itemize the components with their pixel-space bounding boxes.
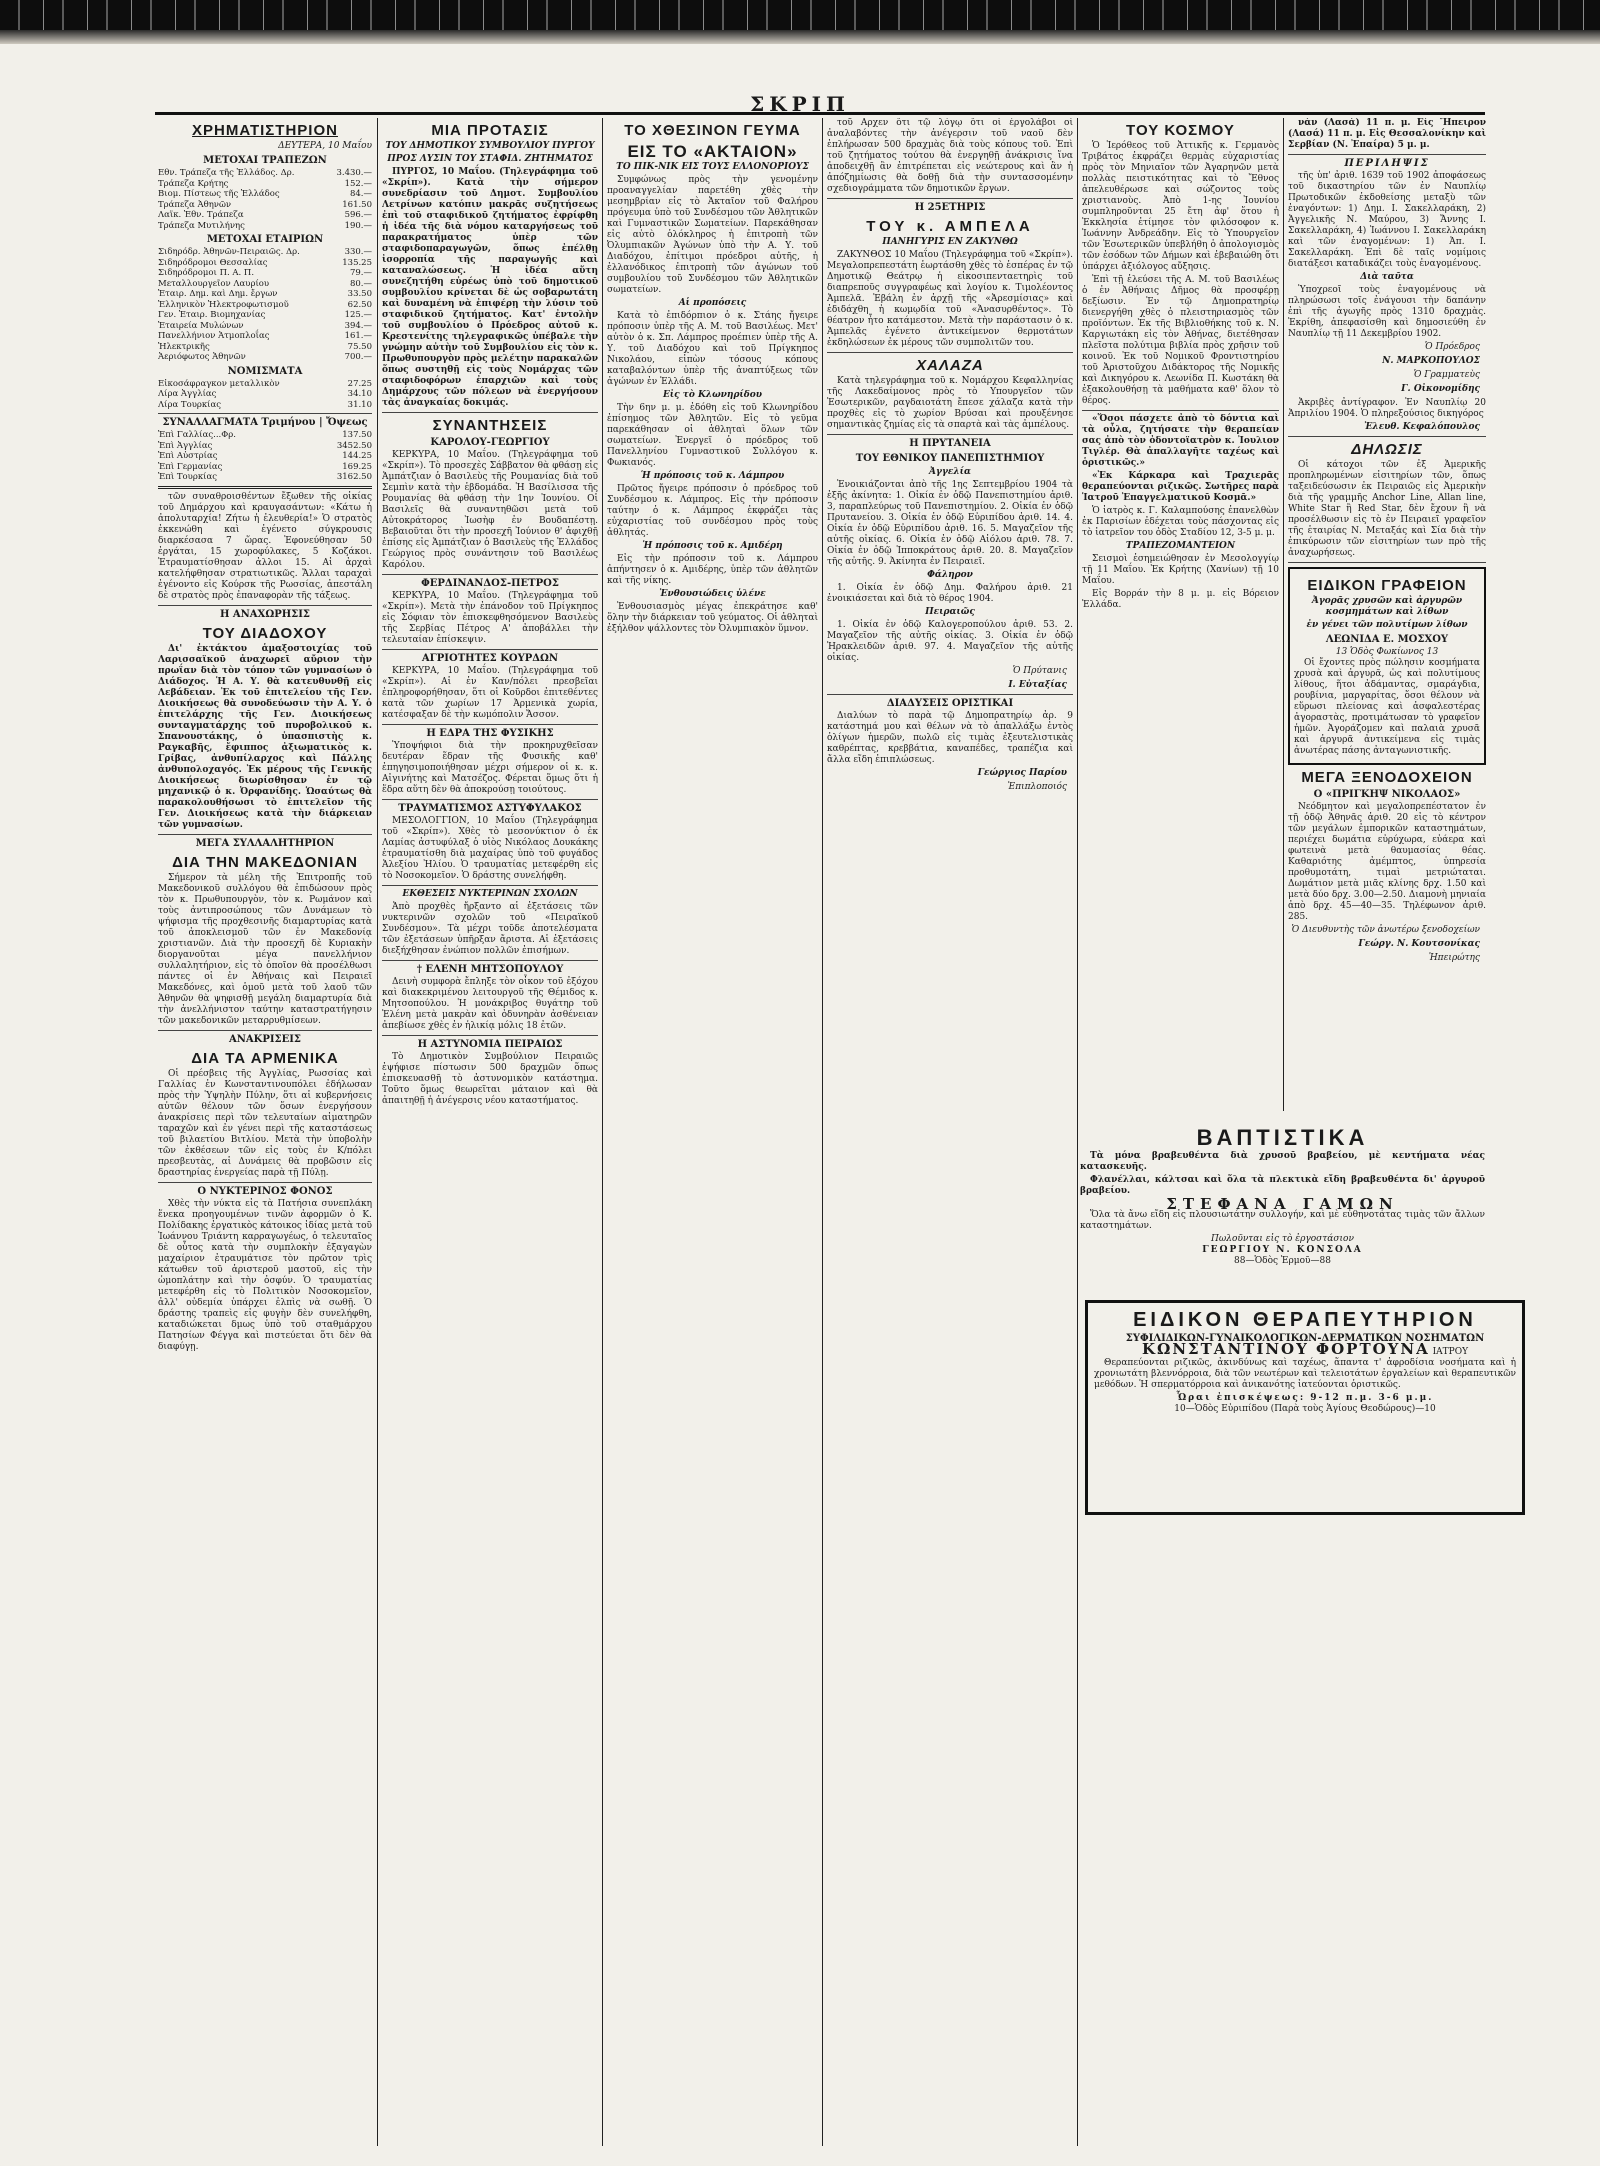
article-subhead: ΠΑΝΗΓΥΡΙΣ ΕΝ ΖΑΚΥΝΘΩ (882, 237, 1018, 247)
table-row: Εἰκοσάφραγκον μεταλλικὸν 27.25 (158, 378, 372, 389)
article-headline: ΔΗΛΩΣΙΣ (1351, 441, 1423, 458)
article-headline: ΤΟΥ ΕΘΝΙΚΟΥ ΠΑΝΕΠΙΣΤΗΜΙΟΥ (855, 453, 1045, 464)
table-row: Ἑλληνικὸν Ἠλεκτροφωτισμοῦ 62.50 (158, 299, 372, 310)
article-text: Εἰς Βορράν τὴν 8 μ. μ. εἰς Βόρειον Ἑλλάδα. (1082, 589, 1279, 610)
article-text: ΚΕΡΚΥΡΑ, 10 Μαΐου. (Τηλεγράφημα τοῦ «Σκρίπ»). Μετὰ τὴν ἐπάνοδον τοῦ Πρίγκηπος εἰς Σόφιαν τὸν ἐπισκεφθησόμενον Βασιλεὺς τῆς Σερβίας Πέτρος Α' ἀποβάλλει τὴν τελευταίαν ἐπίσκεψιν. (382, 591, 598, 645)
ad-address: 10—Ὁδὸς Εὐριπίδου (Παρὰ τοὺς Ἁγίους Θεοδώρους)—10 (1174, 1404, 1436, 1414)
article-headline: ΔΙΑ ΤΗΝ ΜΑΚΕΔΟΝΙΑΝ (172, 853, 358, 871)
article-text: ΚΕΡΚΥΡΑ, 10 Μαΐου. (Τηλεγράφημα τοῦ «Σκρίπ»). Αἱ ἐν Καν/πόλει πρεσβεῖαι ἐπληροφορήθησαν, ὅτι οἱ Κοῦρδοι ἐπιτεθέντες κατὰ τῶν χωρίων 17 Ἀρμενικὰ χωρία, κατέσφαξαν δὲ τὴν κωμόπολιν Ἄσσον. (382, 666, 598, 720)
article-text: Ὁ Ἱερόθεος τοῦ Ἀττικῆς κ. Γερμανὸς Τριβάτος ἐκφράζει θερμὰς εὐχαριστίας πρὸς τὸν Μηνιαῖον τῶν Ἀγαρηνῶν μετὰ πολλὰς πειστικότητας καὶ τὸ Ἔθνος ἀπελευθέρωσε καὶ σώζοντος τοὺς χριστιανοὺς. Ἀπὸ 1-ης Ἰουνίου συμπληροῦνται 25 ἔτη ἀφ' ὅτου ἡ Ἐκκλησία ἐτίμησε τὸν φιλόσοφον κ. Ἰωάννην Ἀνδρεάδην. Εἰς τὸ Ὑπουργεῖον τῶν Ἐσωτερικῶν ὑπεβλήθη ὁ ἀπολογισμὸς τῶν ἐσόδων τῶν Δήμων καὶ ἐβεβαιώθη ὅτι ὑπάρχει ἀξιόλογος αὔξησις. (1082, 141, 1279, 272)
article-subhead: ΤΟΥ ΔΗΜΟΤΙΚΟΥ ΣΥΜΒΟΥΛΙΟΥ ΠΥΡΓΟΥ (385, 141, 595, 151)
article-headline: ΑΓΡΙΟΤΗΤΕΣ ΚΟΥΡΔΩΝ (421, 653, 559, 664)
ad-text: Πωλοῦνται εἰς τὸ ἐργοστάσιον (1211, 1234, 1354, 1244)
article-text: Χθὲς τὴν νύκτα εἰς τὰ Πατήσια συνεπλάκη ἕνεκα προηγουμένων τινῶν ἀφορμῶν ὁ Κ. Πολίδακης ἐργατικὸς κάτοικος ἰδίας μετὰ τοῦ Ἰωάννου Τριάντη καρραγωγέως, ὁ τελευταῖος δὲ οὗτος κατὰ τὴν συμπλοκὴν ἐξαγαγὼν μαχαίριον ἐτραυμάτισε τὸν πρῶτον τρὶς κάτωθεν τοῦ ἀριστεροῦ μαστοῦ, εἰς τὴν ὠμοπλάτην καὶ τὴν ὀσφύν. Ὁ τραυματίας μετεφέρθη εἰς τὸ Πολιτικὸν Νοσοκομεῖον, ἀλλ' οὐδεμία ὑπάρχει ἐλπὶς νὰ σωθῇ. Ὁ δράστης τραπεὶς εἰς φυγὴν δὲν συνελήφθη, καταδιώκεται δμως ὑπὸ τοῦ σταθμάρχου Πατησίων Φέγγα καὶ πιστεύεται ὅτι δὲν θὰ διαφύγῃ. (158, 1198, 372, 1352)
signature-name: Γεώργιος Παρίου (977, 768, 1067, 778)
ad-title: ΜΕΓΑ ΞΕΝΟΔΟΧΕΙΟΝ (1301, 769, 1473, 786)
article-headline: ΕΙΣ ΤΟ «ΑΚΤΑΙΟΝ» (627, 142, 798, 161)
bourse-section: ΜΕΤΟΧΑΙ ΤΡΑΠΕΖΩΝ (203, 155, 327, 166)
article-text: Δι' ἐκτάκτου ἁμαξοστοιχίας τοῦ Λαρισσαϊκοῦ ἀναχωρεῖ αὔριον τὴν πρωΐαν διὰ τὸν τόπον τῶν γυμνασίων ὁ Διάδοχος. Ἡ Α. Υ. θὰ κατευθυνθῇ εἰς Λεβάδειαν. Ἐκ τοῦ ἐπιτελείου τῆς Γεν. Διοικήσεως θὰ συνοδεύωσιν τὴν Α. Υ. ὁ ἐπιτελάρχης τῆς Γεν. Διοικήσεως συνταγματάρχης τοῦ πυροβολικοῦ κ. Σπανουστάκης, ὁ ὑπασπιστὴς κ. Ραγκαβῆς, ἔφιππος ἀξιωματικὸς κ. Γρίβας, ἀνθυπίλαρχος καὶ Πάλλης ἀνθυπολοχαγός. Ἐκ μέρους τῆς Γενικῆς Διοικήσεως διωρίσθησαν ἐν τῷ μηχανικῷ ὁ κ. Ὀρφανίδης. Ὡσαύτως θὰ παρακολουθήσωσι τὸ ἐπιτελεῖον τῆς Γεν. Διοικήσεως κατὰ τὴν διάρκειαν τῶν γυμνασίων. (158, 643, 372, 830)
scan-top-edge (0, 0, 1600, 30)
table-row: Ἑταιρεία Μυλώνων 394.— (158, 320, 372, 331)
article-headline: ΤΟΥ κ. ΑΜΠΕΛΑ (866, 218, 1034, 235)
table-row: Τράπεζα Μυτιλήνης 190.— (158, 220, 372, 231)
article-text: Τὸ Δημοτικὸν Συμβούλιον Πειραιῶς ἐψήφισε πίστωσιν 500 δραχμῶν ὅπως ἐπισκευασθῇ τὸ ἀστυνομικὸν κατάστημα. Τοῦτο ὅμως θεωρεῖται μάταιον καὶ θὰ ἀπαιτηθῇ ἡ ἀνέγερσις νέου καταστήματος. (382, 1052, 598, 1106)
bourse-section: ΝΟΜΙΣΜΑΤΑ (227, 365, 303, 377)
signature-title: Ὁ Διευθυντὴς τῶν ἀνωτέρω ξενοδοχείων (1291, 925, 1480, 935)
bourse-date: ΔΕΥΤΕΡΑ, 10 Μαΐου (278, 141, 372, 151)
article-text: νὰν (Λασά) 11 π. μ. Εἰς Ἤπειρον (Λασά) 11 π. μ. Εἰς Θεσσαλονίκην καὶ Σερβίαν (Ν. Ἐπαίρα) 5 μ. μ. (1288, 118, 1486, 150)
ad-text: Ὅλα τὰ ἄνω εἴδη εἰς πλουσιωτάτην συλλογήν, καὶ μὲ εὐθηνοτάτας τιμὰς τῶν ἄλλων καταστημάτων. (1080, 1210, 1485, 1231)
ad-address: 88—Ὁδὸς Ἑρμοῦ—88 (1234, 1256, 1331, 1266)
signature-name: Γεώργ. Ν. Κουτσονίκας (1358, 939, 1480, 949)
signature-title: Ἐπιπλοποιός (1007, 782, 1067, 792)
article-text: Κατὰ τὸ ἐπιδόρπιον ὁ κ. Στάης ἤγειρε πρόποσιν ὑπὲρ τῆς Α. Μ. τοῦ Βασιλέως. Μετ' αὐτὸν ὁ κ. Σπ. Λάμπρος προέπιεν ὑπὲρ τῆς Α. Υ. τοῦ Διαδόχου καὶ τοῦ Πρίγκηπος Νικολάου, εἰπὼν τόσους κόπους καταβαλόντων ὑπὲρ τῆς ἀναπτύξεως τῶν ἀγώνων ἐν Ἑλλάδι. (607, 311, 818, 387)
table-row: Ἐπὶ Γαλλίας...Φρ. 137.50 (158, 430, 372, 440)
notice-text: «Ὅσοι πάσχετε ἀπὸ τὸ δόντια καὶ τὰ οὖλα, ζητήσατε τὴν θεραπείαν σας ἀπὸ τὸν ὀδοντοϊατρὸν κ. Ἰουλιον Τιγλέρ. Θὰ ἀπαλλαγῆτε ταχέως καὶ ὁριστικῶς.» (1082, 414, 1279, 468)
article-headline: † ΕΛΕΝΗ ΜΗΤΣΟΠΟΥΛΟΥ (416, 964, 564, 975)
article-headline: ΧΑΛΑΖΑ (916, 357, 984, 374)
article-subhead: Ἀγγελία (929, 467, 971, 477)
table-row: Γεν. Ἑταιρ. Βιομηχανίας 125.— (158, 310, 372, 320)
article-text: Ἐπὶ τῇ ἐλεύσει τῆς Α. Μ. τοῦ Βασιλέως ὁ ἐν Ἀθήναις Δῆμος θὰ προσφέρῃ δεξίωσιν. Ἐν τῷ Δημοπρατηρίῳ διενεργήθη χθὲς ὁ πλειστηριασμὸς τῶν προϊόντων. Ἐκ τῆς Βιβλιοθήκης τοῦ κ. Ν. Καργιωτάκη εἰς τὸν Ἀθήνας, διετέθησαν πλεῖστα πολύτιμα βιβλία πρὸς χρῆσιν τοῦ κοινοῦ. Ἐκ τοῦ Νομικοῦ Φροντιστηρίου τοῦ Ἀριστοῦχου Διδάκτορος τῆς Νομικῆς καὶ Δικηγόρου κ. Λεωνίδα Π. Κωστάκη θὰ ἐξακολουθήσῃ τὰ μαθήματα καθ' ὅλον τὸ θέρος. (1082, 275, 1279, 406)
article-text: Ἐνοικιάζονται ἀπὸ τῆς 1ης Σεπτεμβρίου 1904 τὰ ἑξῆς ἀκίνητα: 1. Οἰκία ἐν ὁδῷ Πανεπιστημίου ἀριθ. 3, παραπλεύρως τοῦ Πανεπιστημίου. 2. Οἰκία ἐν ὁδῷ Πρυτανείου. 3. Οἰκία ἐν ὁδῷ Εὐριπίδου ἀριθ. 14. 4. Οἰκία ἐν ὁδῷ Εὐριπίδου ἀριθ. 16. 5. Μαγαζεῖον τῆς αὐτῆς οἰκίας. 6. Οἰκία ἐν ὁδῷ Αἰόλου ἀριθ. 78. 7. Οἰκία ἐν ὁδῷ Ἱπποκράτους ἀριθ. 20. 8. Μαγαζεῖον τῆς αὐτῆς. 9. Ἀκίνητα ἐν Πειραιεῖ. (827, 480, 1073, 567)
bourse-section: ΜΕΤΟΧΑΙ ΕΤΑΙΡΙΩΝ (206, 234, 324, 245)
article-headline: ΤΟ ΧΘΕΣΙΝΟΝ ΓΕΥΜΑ (624, 122, 801, 139)
ad-subtitle: Ἀγορᾶς χρυσῶν καὶ ἀργυρῶν κοσμημάτων καὶ λίθων (1311, 596, 1463, 617)
table-row: Βιομ. Πίστεως τῆς Ἑλλάδος 84.— (158, 189, 372, 199)
bourse-table-banks (158, 168, 372, 231)
column-rule (1283, 118, 1284, 1111)
ad-brand: ΣΤΕΦΑΝΑ ΓΑΜΩΝ (1166, 1195, 1399, 1213)
ad-hours: Ὧραι ἐπισκέψεως: 9-12 π.μ. 3-6 μ.μ. (1176, 1393, 1434, 1403)
ad-title: ΕΙΔΙΚΟΝ ΘΕΡΑΠΕΥΤΗΡΙΟΝ (1133, 1309, 1477, 1331)
article-headline: ΤΡΑΥΜΑΤΙΣΜΟΣ ΑΣΤΥΦΥΛΑΚΟΣ (398, 803, 582, 814)
article-text: Εἰς τὴν πρόποσιν τοῦ κ. Λάμπρου ἀπήντησεν ὁ κ. Αμιδέρης, ὑπὲρ τῶν ἀθλητῶν καὶ τῆς νίκης. (607, 554, 818, 586)
article-kicker: ΑΝΑΚΡΙΣΕΙΣ (229, 1033, 301, 1045)
column-2 (382, 118, 598, 2146)
column-4 (827, 118, 1073, 2146)
column-rule (1077, 118, 1078, 2146)
article-headline: Η ΕΔΡΑ ΤΗΣ ΦΥΣΙΚΗΣ (426, 728, 554, 739)
article-kicker: Η 25ΕΤΗΡΙΣ (914, 202, 986, 213)
article-subhead: Αἱ προπόσεις (678, 298, 747, 308)
table-row: Ἀεριόφωτος Ἀθηνῶν 700.— (158, 352, 372, 362)
ad-address: 13 Ὁδὸς Φωκίωνος 13 (1335, 647, 1439, 657)
table-row: Εθν. Τράπεζα τῆς Ἑλλάδος. Δρ. 3.430.— (158, 168, 372, 178)
article-text: Σεισμοὶ ἐσημειώθησαν ἐν Μεσολογγίῳ τῇ 11 Μαΐου. Ἐκ Κρήτης (Χανίων) τῇ 10 Μαΐου. (1082, 554, 1279, 586)
table-row: Ἐπὶ Ἀγγλίας 3452.50 (158, 440, 372, 451)
article-text: Δεινὴ συμφορὰ ἔπληξε τὸν οἶκον τοῦ ἐξόχου καὶ διακεκριμένου λειτουργοῦ τῆς Θέμιδος κ. Μητσοπούλου. Ἡ μονάκριβος θυγάτηρ τοῦ Ἑλένη μετὰ μακρὰν καὶ ὀδυνηρὰν ἀσθένειαν ἀπεβίωσε χθὲς ἐν ἡλικίᾳ μόλις 18 ἐτῶν. (382, 977, 598, 1031)
notice-text: Ὁ ἰατρὸς κ. Γ. Καλαμπούσης ἐπανελθὼν ἐκ Παρισίων ἐδέχεται τοὺς πάσχοντας εἰς τὸ ἰατρεῖον του ὁδὸς Σταδίου 12, 3-5 μ. μ. (1082, 506, 1279, 538)
table-row: Σιδηρόδρομοι Π. Α. Π. 79.— (158, 268, 372, 278)
table-row: Μεταλλουργεῖον Λαυρίου 80.— (158, 278, 372, 289)
ad-name: ΛΕΩΝΙΔΑ Ε. ΜΟΣΧΟΥ (1325, 634, 1449, 645)
article-text: Οἱ κάτοχοι τῶν ἐξ Ἀμερικῆς προπληρωμένων εἰσιτηρίων τῶν, ὅπως ταξειδεύσωσιν ἐκ Πειραιῶς εἰς Ἀμερικὴν διὰ τῆς γραμμῆς Anchor Line, Allan line, White Star ἢ Red Star, δὲν ἔχουν ἢ νὰ προσέλθωσιν εἰς τὸ ἐν Πειραιεῖ γραφεῖον τῆς ἑταιρίας Ν. Μεταξάς καὶ Σία διὰ τὴν ἐπικύρωσιν τῶν εἰσιτηρίων των πρὸ τῆς ἀναχωρήσεως. (1288, 460, 1486, 558)
article-subhead: Ἡ πρόποσις τοῦ κ. Λάμπρου (640, 471, 785, 481)
signature-title: Ὁ Πρύτανις (1012, 666, 1067, 676)
table-row: Τράπεζα Κρήτης 152.— (158, 178, 372, 189)
table-row: Λαϊκ. Ἐθν. Τράπεζα 596.— (158, 210, 372, 220)
column-3 (607, 118, 818, 2146)
bourse-table-companies (158, 247, 372, 363)
ad-subtitle: Ο «ΠΡΙΓΚΗΨ ΝΙΚΟΛΑΟΣ» (1313, 789, 1461, 800)
table-row: Σιδηρόδρομοι Θεσσαλίας 135.25 (158, 257, 372, 268)
article-text: Ἀπὸ προχθὲς ἤρξαντο αἱ ἐξετάσεις τῶν νυκτερινῶν σχολῶν τοῦ «Πειραϊκοῦ Συνδέσμου». Τὰ μέχρι τοῦδε ἀποτελέσματα τῶν ἐξετάσεων ὑπῆρξαν ἄριστα. Αἱ ἐξετάσεις διεξήχθησαν ἐνώπιον πολλῶν ἐπισήμων. (382, 902, 598, 956)
signature-name: Ἐλευθ. Κεφαλόπουλος (1364, 422, 1480, 432)
article-subhead: ΤΟ ΠΙΚ-ΝΙΚ ΕΙΣ ΤΟΥΣ ΕΛΛΟΝΟΡΙΟΥΣ (616, 162, 809, 172)
baptism-ad (1080, 1125, 1485, 1267)
signature-name: Ν. ΜΑΡΚΟΠΟΥΛΟΣ (1382, 356, 1480, 366)
article-text: Σήμερον τὰ μέλη τῆς Ἐπιτροπῆς τοῦ Μακεδονικοῦ συλλόγου θὰ ἐπιδώσουν πρὸς τὸν κ. Πρωθυπουργὸν, τὸν κ. Ρωμάνον καὶ τοὺς ἀντιπροσώπους τῶν Δυνάμεων τὸ ψήφισμα τῆς προχθεσινῆς διαμαρτυρίας κατὰ τοῦ ἀποκλεισμοῦ τῶν ἐν Μακεδονίᾳ χριστιανῶν. Διὰ τὴν προσεχῆ δὲ Κυριακὴν διοργανοῦται μέγα πανελλήνιον συλλαλητήριον, εἰς τὸ ὁποῖον θὰ προσέλθωσι πάντες οἱ ἐν Ἀθήναις καὶ Πειραιεῖ Μακεδόνες, καὶ ὁμοῦ μετὰ τοῦ λαοῦ τῶν Ἀθηνῶν θὰ ψηφισθῇ μεγάλη διαμαρτυρία διὰ τὴν ἀνελλήνιστον ταύτην καταστρατήγησιν τῶν μακεδονικῶν μεταρρυθμίσεων. (158, 872, 372, 1026)
table-row: Σιδηρόδρ. Ἀθηνῶν-Πειραιῶς. Δρ. 330.— (158, 247, 372, 257)
column-rule (822, 118, 823, 2146)
article-subhead: Ἡ πρόποσις τοῦ κ. Αμιδέρη (642, 541, 783, 551)
article-subhead: Διὰ ταῦτα (1360, 272, 1414, 282)
column-5 (1082, 118, 1279, 1106)
table-row: Ἐπὶ Αὐστρίας 144.25 (158, 451, 372, 461)
signature-title: Ἠπειρώτης (1428, 953, 1480, 963)
article-subhead: Πειραιῶς (925, 607, 975, 617)
ad-title: ΒΑΠΤΙΣΤΙΚΑ (1196, 1125, 1369, 1150)
ad-owner: ΓΕΩΡΓΙΟΥ Ν. ΚΟΝΣΟΛΑ (1202, 1245, 1363, 1255)
article-subhead: ΠΡΟΣ ΛΥΣΙΝ ΤΟΥ ΣΤΑΦΙΔ. ΖΗΤΗΜΑΤΟΣ (387, 154, 593, 164)
article-headline: ΤΟΥ ΚΟΣΜΟΥ (1126, 122, 1235, 139)
article-headline: ΕΚΘΕΣΕΙΣ ΝΥΚΤΕΡΙΝΩΝ ΣΧΟΛΩΝ (402, 889, 578, 899)
bureau-ad (1288, 567, 1486, 765)
article-kicker: ΜΕΓΑ ΣΥΛΛΑΛΗΤΗΡΙΟΝ (195, 837, 335, 849)
table-row: Τράπεζα Ἀθηνῶν 161.50 (158, 199, 372, 210)
article-text: Συμφώνως πρὸς τὴν γενομένην προαναγγελίαν παρετέθη χθὲς τὴν μεσημβρίαν εἰς τὸ Ἀκταῖον τοῦ Φαλήρου πρόγευμα ὑπὸ τοῦ Συνδέσμου τῶν Ἀθλητικῶν καὶ Γυμναστικῶν Σωματείων. Παρεκάθησαν εἰς αὐτὸ ὁλόκληρος ἡ ἐπιτροπὴ τῶν Ὀλυμπιακῶν Ἀγώνων ὑπὸ τὴν Α. Υ. τοῦ Διαδόχου, ἐπίτιμοι πρόεδροι αὐτῆς, ἡ ἑλλανόδικος ἐπιτροπὴ τῶν ἀγώνων τοῦ συμβουλίου τοῦ Συνδέσμου τῶν Ἀθλητικῶν σωματείων. (607, 175, 818, 295)
article-text: ΠΥΡΓΟΣ, 10 Μαΐου. (Τηλεγράφημα τοῦ «Σκρίπ»). Κατὰ τὴν σήμερον συνεδρίασιν τοῦ Δημοτ. Συμβουλίου Λετρίνων κατόπιν μακρᾶς συζητήσεως ἐπὶ τοῦ σταφιδικοῦ ζητήματος ἐφρίφθη ἡ ἰδέα τῆς διὰ νόμου καταργήσεως τοῦ παρακρατήματος ὑπὲρ τῶν σταφιδοπαραγωγῶν, ὅπως ἐπέλθῃ ἰσορροπία τῆς παραγωγῆς καὶ καταναλώσεως. Ἡ ἰδέα αὕτη συνεζητήθη εὐρέως ὑπὸ τοῦ δημοτικοῦ συμβουλίου κρίνεται δὲ ὡς σοβαρωτάτη καὶ δυναμένη νὰ ἐπιφέρῃ τὴν λύσιν τοῦ σταφιδικοῦ ζητήματος. Κατ' ἐντολὴν τοῦ συμβουλίου ὁ Πρόεδρος αὐτοῦ κ. Κρεστενίτης τηλεγραφικῶς ὑπέβαλε τὴν γνώμην αὐτὴν τοῦ Συμβουλίου εἰς τὸν κ. Πρωθυπουργὸν πρὸς μελέτην παρακαλῶν ὅπως συστηθῇ εἰς τοὺς Νομάρχας τῶν σταφιδοφόρων ἐπαρχιῶν καὶ τοὺς Δημάρχους τῶν πόλεων νὰ ἐνεργήσουν τὰς ἀναγκαίας δοκιμάς. (382, 167, 598, 408)
article-headline: ΠΕΡΙΛΗΨΙΣ (1344, 158, 1430, 169)
column-rule (602, 118, 603, 2146)
article-headline: ΜΙΑ ΠΡΟΤΑΣΙΣ (431, 122, 549, 139)
bourse-section: ΣΥΝΑΛΛΑΓΜΑΤΑ Τριμήνου | Ὄψεως (162, 417, 368, 428)
article-text: Ὑποψήφιοι διὰ τὴν προκηρυχθεῖσαν δευτέραν ἕδραν τῆς Φυσικῆς καθ' ἐπηγησιμοποιήθησαν μέχρι σήμερον οἱ κ. κ. Αἰγινήτης καὶ Ματσέζος. Φέρεται ὅμως ὅτι ἡ ἕδρα αὕτη δὲν θὰ ἀποκρούσῃ τοιούτους. (382, 741, 598, 795)
page-title: ΣΚΡΙΠ (750, 92, 850, 116)
article-subhead: Φάληρον (927, 570, 973, 580)
article-subhead: Ἐνθουσιώδεις ὑλένε (659, 589, 766, 599)
ad-subtitle: ΣΥΦΙΛΙΔΙΚΩΝ-ΓΥΝΑΙΚΟΛΟΓΙΚΩΝ-ΔΕΡΜΑΤΙΚΩΝ ΝΟΣΗΜΑΤΩΝ (1125, 1333, 1485, 1344)
article-headline: ΤΟΥ ΔΙΑΔΟΧΟΥ (202, 624, 328, 642)
table-row: Ἑταιρ. Δημ. καὶ Δημ. ἔργων 33.50 (158, 289, 372, 299)
bourse-title: ΧΡΗΜΑΤΙΣΤΗΡΙΟΝ (192, 122, 338, 139)
column-1 (158, 118, 372, 2146)
article-headline: ΦΕΡΔΙΝΑΝΔΟΣ-ΠΕΤΡΟΣ (421, 578, 559, 589)
article-text: ΖΑΚΥΝΘΟΣ 10 Μαΐου (Τηλεγράφημα τοῦ «Σκρίπ»). Μεγαλοπρεπεστάτη ἑωρτάσθη χθὲς τὸ ἑσπέρας ἐν τῷ Δημοτικῷ Θεάτρῳ ἡ εἰκοσιπενταετηρὶς τοῦ διαπρεποῦς συγγραφέως καὶ λογίου κ. Τιμολέοντος Ἀμπελᾶ. Ἐβάλη ἐν ἀρχῇ τῆς «Ἀρεσμίσιας» καὶ ἐδιδάχθη ἡ κωμῳδία τοῦ «Ἀνασυρθέντος». Τὸ θέατρον ἦτο κατάμεστον. Μετὰ τὴν παράστασιν ὁ κ. Ἀμπελᾶς ἐγένετο ἀντικείμενον θερμοτάτων ἐκδηλώσεων ἐκ μέρους τῶν συμπολιτῶν του. (827, 250, 1073, 348)
article-text: τῆς ὑπ' ἀριθ. 1639 τοῦ 1902 ἀποφάσεως τοῦ δικαστηρίου τῶν ἐν Ναυπλίῳ Πρωτοδικῶν ἐκδοθείσης μεταξὺ τῶν ἐναγόντων: 1) Δημ. Ι. Σακελλαράκη, 2) Ἀγγελικῆς Ν. Μαύρου, 3) Ἄννης Ι. Σακελλαράκη, 4) Ἰωάννου Ι. Σακελλαράκη καὶ τῶν ἐναγομένων: 1) Ἀπ. Ι. Σακελλαράκη. Ἐπὶ δὲ ταῖς νομίμοις διατάξεσι καταδικάζει τοὺς ἐναγομένους. (1288, 171, 1486, 269)
article-kicker: Η ΑΝΑΧΩΡΗΣΙΣ (219, 608, 311, 620)
column-rule (377, 118, 378, 2146)
article-text: Ὑποχρεοῖ τοὺς ἐναγομένους νὰ πληρώσωσι τοῖς ἐνάγουσι τὴν δαπάνην ἐπὶ τῆς ἀγωγῆς πρὸς 1310 δραχμὰς. Ἐκρίθη, ἀπεφασίσθη καὶ δημοσιεύθη ἐν Ναυπλίῳ τῇ 11 Δεκεμβρίου 1902. (1288, 285, 1486, 339)
article-text: Διαλύων τὸ παρὰ τῷ Δημοπρατηρίῳ ἀρ. 9 κατάστημά μου καὶ θέλων νὰ τὸ ἀπαλλάξω ἐντὸς ὀλίγων ἡμερῶν, πωλῶ εἰς τιμὰς ἐξευτελιστικὰς καθρέπτας, κρεββάτια, καναπέδες, τραπέζια καὶ ἄλλα εἴδη ἐπιπλώσεως. (827, 711, 1073, 765)
signature-name: Ι. Εὐταξίας (1008, 680, 1067, 690)
article-headline: Ο ΝΥΚΤΕΡΙΝΟΣ ΦΟΝΟΣ (197, 1185, 333, 1197)
scan-top-fade (0, 30, 1600, 44)
article-subhead: ΤΡΑΠΕΖΟΜΑΝΤΕΙΟΝ (1125, 541, 1236, 551)
header-rule (155, 112, 1485, 115)
clinic-ad (1085, 1300, 1525, 1515)
ad-doctor: ΚΩΝΣΤΑΝΤΙΝΟΥ ΦΟΡΤΟΥΝΑ (1141, 1340, 1430, 1358)
article-text: Οἱ πρέσβεις τῆς Ἀγγλίας, Ρωσσίας καὶ Γαλλίας ἐν Κωνσταντινουπόλει ἐδήλωσαν πρὸς τὴν Ὑψηλὴν Πύλην, ὅτι αἱ κυβερνήσεις αὐτῶν θέλουν τῶν ὅσων ἐνεργήσουν ἀνακρίσεις περὶ τῶν τελευταίων αἱματηρῶν ταραχῶν καὶ ἐν γένει περὶ τῆς καταστάσεως τοῦ βιλαετίου Βιτλίου. Μετὰ τὴν ὑποβολὴν τῶν ἐκθέσεων τῶν εἰς τοὺς ἐν Κ/πόλει πρεσβευτὰς, αἱ Δυνάμεις θὰ προβῶσιν εἰς δραστηρίας ἐνεργείας παρὰ τῇ Πύλῃ. (158, 1068, 372, 1178)
ad-subtitle: ἐν γένει τῶν πολυτίμων λίθων (1306, 620, 1468, 630)
article-text: Ἐνθουσιασμὸς μέγας ἐπεκράτησε καθ' ὅλην τὴν διάρκειαν τοῦ γεύματος. Οἱ ἀθληταὶ ἐξήλθον ψάλλοντες τὸν Ὀλυμπιακὸν ὕμνον. (607, 602, 818, 634)
article-headline: Η ΑΣΤΥΝΟΜΙΑ ΠΕΙΡΑΙΩΣ (417, 1039, 563, 1050)
table-row: Ἐπὶ Γερμανίας 169.25 (158, 461, 372, 472)
article-headline: ΣΥΝΑΝΤΗΣΕΙΣ (432, 417, 548, 434)
signature-name: Γ. Οἰκονομίδης (1401, 384, 1480, 394)
article-text: 1. Οἰκία ἐν ὁδῷ Δημ. Φαλήρου ἀριθ. 21 ἐνοικιάσεται καὶ διὰ τὸ θέρος 1904. (827, 583, 1073, 604)
bourse-table-exchange (158, 430, 372, 483)
table-row: Λίρα Ἀγγλίας 34.10 (158, 389, 372, 399)
table-row: Ἠλεκτρικῆς 75.50 (158, 341, 372, 352)
article-subhead: ΚΑΡΟΛΟΥ-ΓΕΩΡΓΙΟΥ (430, 437, 550, 448)
article-text: τῶν συναθροισθέντων ἔξωθεν τῆς οἰκίας τοῦ Δημάρχου καὶ κραυγασάντων: «Κάτω ἡ ἀπολυταρχία! Ζήτω ἡ ἐλευθερία!» Ὁ στρατὸς ἐκκενώθη καὶ ἐγένετο σύγκρουσις διαρκέσασα 7 ὥρας. Ἐφονεύθησαν 50 ἐργάται, 15 χωροφύλακες, 5 Κοζάκοι. Ἐτραυματίσθησαν ἀλλοι 15. Αἱ ἀρχαὶ κατελήφθησαν στρατιωτικῶς. Ἄλλαι ταραχαὶ ἐγένοντο εἰς Κούρσκ τῆς Ρωσσίας, ἀπεστάλη δὲ στρατὸς πρὸς ἐπαναφορὰν τῆς τάξεως. (158, 491, 372, 601)
article-text: 1. Οἰκία ἐν ὁδῷ Καλογεροπούλου ἀριθ. 53. 2. Μαγαζεῖον τῆς αὐτῆς οἰκίας. 3. Οἰκία ἐν ὁδῷ Ἡρακλειδῶν ἀριθ. 97. 4. Μαγαζεῖον τῆς αὐτῆς οἰκίας. (827, 620, 1073, 663)
ad-title: ΕΙΔΙΚΟΝ ΓΡΑΦΕΙΟΝ (1307, 577, 1467, 594)
article-headline: Η ΠΡΥΤΑΝΕΙΑ (909, 438, 991, 449)
notice-text: «Ἐκ Κάρκαρα καὶ Τραχιερᾶς θεραπεύονται ριζικῶς. Σωτῆρες παρὰ Ἱατροῦ Ἐπαγγελματικοῦ Κοσμᾶ.» (1082, 471, 1279, 503)
ad-role: ΙΑΤΡΟΥ (1432, 1347, 1469, 1357)
article-headline: ΔΙΑΔΥΣΕΙΣ ΟΡΙΣΤΙΚΑΙ (886, 698, 1014, 709)
article-subhead: Εἰς τὸ Κλωνηρίδου (662, 390, 763, 400)
bourse-table-coins (158, 379, 372, 411)
ad-text: Τὰ μόνα βραβευθέντα διὰ χρυσοῦ βραβείου, μὲ κεντήματα νέας κατασκευῆς. (1080, 1151, 1485, 1172)
ad-text: Οἱ ἔχοντες πρὸς πώλησιν κοσμήματα χρυσὰ καὶ ἀργυρᾶ, ὡς καὶ πολυτίμους λίθους, ἥτοι ἀδάμαντας, σμαράγδια, ρουβίνια, μαργαρίτας, ὅσοι θέλουν νὰ εὕρωσι πλείονας καὶ ἀσφαλεστέρας ἀγοραστὰς, προτιμάτωσαν τὸ γραφεῖον ἡμῶν. Ἀγοράζομεν καὶ παλαιὰ χρυσᾶ καὶ ἀργυρᾶ ἀντικείμενα εἰς τιμὰς ἀνωτέρας πάσης ἀνταγωνιστικῆς. (1294, 658, 1480, 756)
ad-text: Νεόδμητον καὶ μεγαλοπρεπέστατον ἐν τῇ ὁδῷ Ἀθηνᾶς ἀριθ. 20 εἰς τὸ κέντρον τῶν μεγάλων ἐμπορικῶν καταστημάτων, περιέχει δωμάτια εὐρύχωρα, εὐάερα καὶ φωτεινὰ μετὰ θαυμασίας θέας. Καθαριότης ἀμέμπτος, ὑπηρεσία προθυμοτάτη, τιμαὶ μετριώταται. Δωμάτιον μετὰ μιᾶς κλίνης δρχ. 1.50 καὶ μετὰ δύο δρχ. 3.00—2.50. Διαμονὴ μηνιαία ἀπὸ δρχ. 45—40—35. Τηλέφωνον ἀριθ. 285. (1288, 802, 1486, 922)
column-6 (1288, 118, 1486, 1106)
article-headline: ΔΙΑ ΤΑ ΑΡΜΕΝΙΚΑ (191, 1049, 339, 1067)
table-row: Ἐπὶ Τουρκίας 3162.50 (158, 472, 372, 482)
signature-title: Ὁ Πρόεδρος (1424, 342, 1480, 352)
ad-text: Φλανέλλαι, κάλτσαι καὶ ὅλα τὰ πλεκτικὰ εἴδη βραβευθέντα δι' ἀργυροῦ βραβείου. (1080, 1175, 1485, 1196)
article-text: τοῦ Αρχεν ὅτι τῷ λόγῳ ὅτι οἱ ἐργολάβοι οἱ ἀναλαβόντες τὴν ἀνέγερσιν τοῦ ναοῦ δὲν ἐπλήρωσαν 500 δραχμὰς διὰ τοὺς κόπους τοῦ. Ἐπὶ τοῦ ζητήματος τούτου θὰ ἐνεργηθῇ ἀνάκρισις ἵνα ἀποδειχθῇ ἂν ἐπιτρέπεται εἰς νεώτερους καὶ ἂν ἡ ἀπόζημίωσις θὰ δοθῇ διὰ τὴν συντασσομένην σχεδιογράμματα τῶν δημοτικῶν ἔργων. (827, 118, 1073, 194)
article-text: Ἀκριβὲς ἀντίγραφον. Ἐν Ναυπλίῳ 20 Ἀπριλίου 1904. Ὁ πληρεξούσιος δικηγόρος (1288, 398, 1486, 419)
signature-title: Ὁ Γραμματεὺς (1413, 370, 1480, 380)
article-text: ΜΕΣΟΛΟΓΓΙΟΝ, 10 Μαΐου (Τηλεγράφημα τοῦ «Σκρίπ»). Χθὲς τὸ μεσονύκτιον ὁ ἐκ Λαμίας ἀστυφύλαξ ὁ υἱὸς Νικόλαος Δουκάκης ἐτραυματίσθη διὰ μαχαίρας ὑπὸ τοῦ φυγάδος Ἀλεξίου Ἠλίου. Ὁ τραυματίας μετεφέρθη εἰς τὸ Νοσοκομεῖον. Ὁ δράστης συνελήφθη. (382, 816, 598, 881)
ad-text: Θεραπεύονται ριζικῶς, ἀκινδύνως καὶ ταχέως, ἅπαντα τ' ἀφροδίσια νοσήματα καὶ ἡ χρονιωτάτη βλεννόρροια, διὰ τῶν νεωτέρων καὶ τελειοτάτων ἐργαλείων καὶ θεραπευτικῶν μεθόδων. Ἡ σπερματόρροια καὶ ἀνικανότης ἰατεύονται ὁριστικῶς. (1094, 1358, 1516, 1390)
article-text: Τὴν 6ην μ. μ. ἐδόθη εἰς τοῦ Κλωνηρίδου ἐπίσημος τῶν Ἀθλητῶν. Εἰς τὸ γεῦμα παρεκάθησαν οἱ ἀθληταὶ ὅλων τῶν σωματείων. Ἐνεργεῖ ὁ πρόεδρος τοῦ Πανελληνίου Γυμναστικοῦ Συλλόγου κ. Φωκιανός. (607, 403, 818, 468)
article-text: Πρῶτος ἤγειρε πρόποσιν ὁ πρόεδρος τοῦ Συνδέσμου κ. Λάμπρος. Εἰς τὴν πρόποσιν ταύτην ὁ κ. Λάμπρος ἐκφράζει τὰς εὐχαριστίας τοῦ συνδέσμου πρὸς τοὺς ἀθλητάς. (607, 484, 818, 538)
article-text: Κατὰ τηλεγράφημα τοῦ κ. Νομάρχου Κεφαλληνίας τῆς Λακεδαίμονος πρὸς τὸ Υπουργεῖον τῶν Ἐσωτερικῶν, ραγδαιοτάτη ἔπεσε χάλαζα κατὰ τὴν προχθὲς εἰς τὸ χωρίον Βρύσαι καὶ προυξένησε σημαντικὰς ζημίας εἰς τὰ σπαρτὰ καὶ τὰς ἀμπέλους. (827, 376, 1073, 430)
table-row: Πανελλήνιον Ἀτμοπλοΐας 161.— (158, 331, 372, 341)
article-text: ΚΕΡΚΥΡΑ, 10 Μαΐου. (Τηλεγράφημα τοῦ «Σκρίπ»). Τὸ προσεχὲς Σάββατον θὰ φθάσῃ εἰς Ἀμπάτζιαν ὁ Βασιλεὺς τῆς Ρουμανίας διὰ τοῦ Σεμπὶν κατὰ τὴν ἑβδομάδα. Ἡ Βασίλισσα τῆς Ρουμανίας θὰ φθάσῃ τὴν 1ην Ἰουνίου. Οἱ Βασιλεῖς θὰ συναντηθῶσι μετὰ τοῦ Αὐτοκράτορος Ἰωσὴφ ἐν Βουδαπέστῃ. Βεβαιοῦται ὅτι τὴν προσεχῆ Ἰούνιον θ' ἀφιχθῇ ἐπίσης εἰς Ἀμπάτζιαν ὁ Βασιλεὺς τῆς Ἑλλάδος Γεώργιος πρὸς συνάντησιν τοῦ Βασιλέως Καρόλου. (382, 450, 598, 570)
table-row: Λίρα Τουρκίας 31.10 (158, 399, 372, 410)
